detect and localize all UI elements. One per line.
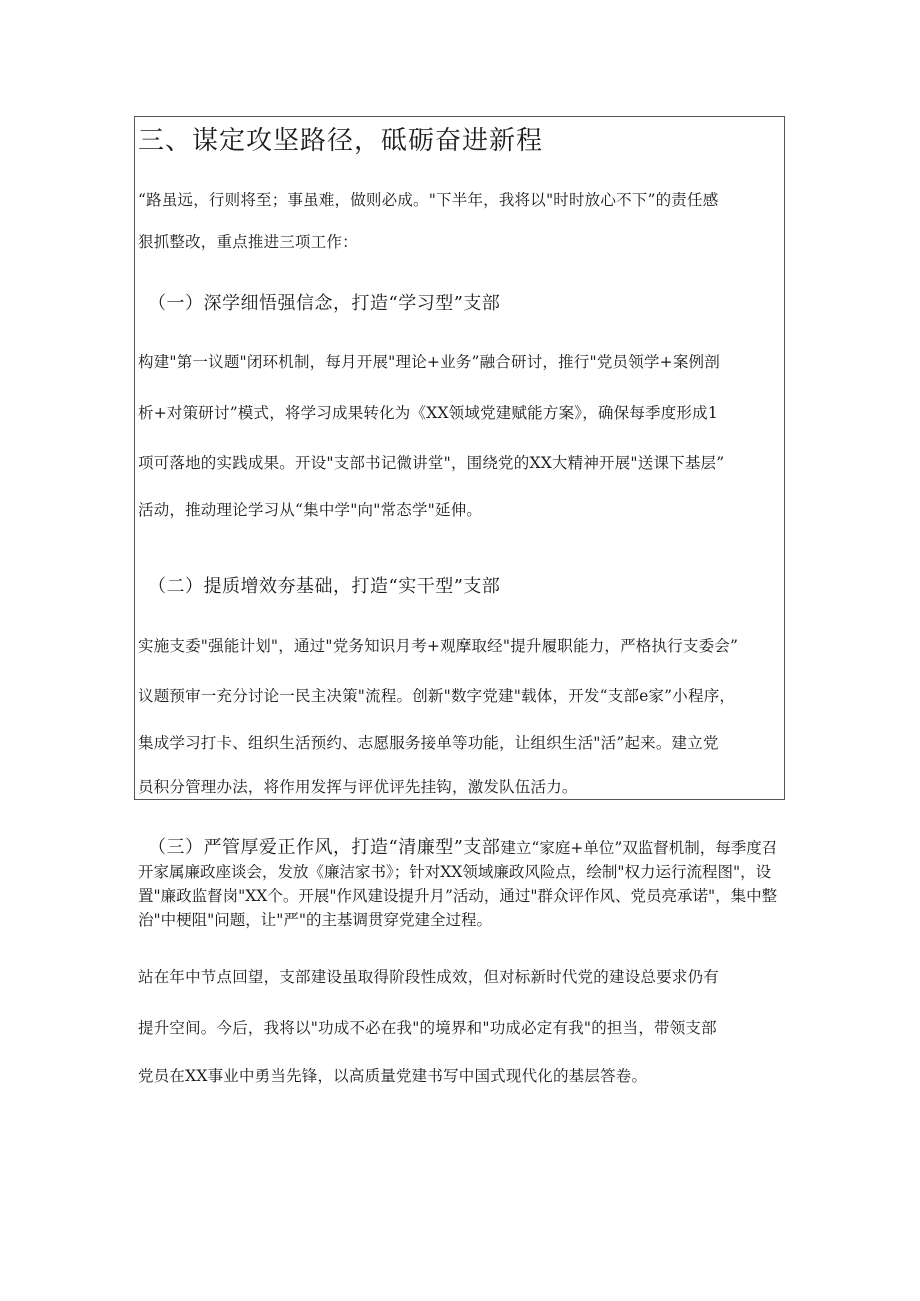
paragraph-line: 员积分管理办法，将作用发挥与评优评先挂钩，激发队伍活力。 <box>138 778 578 796</box>
paragraph-line: 项可落地的实践成果。开设"支部书记微讲堂"，围绕党的XX大精神开展"送课下基层” <box>138 454 725 472</box>
subsection-heading-3: （三）严管厚爱正作风，打造“清廉型”支部 <box>148 837 501 858</box>
intro-line: “路虽远，行则将至；事虽难，做则必成。"下半年，我将以"时时放心不下”的责任感 <box>138 191 719 209</box>
closing-line: 站在年中节点回望，支部建设虽取得阶段性成效，但对标新时代党的建设总要求仍有 <box>138 968 719 986</box>
subsection-heading-2: （二）提质增效夯基础，打造“实干型”支部 <box>148 576 501 597</box>
paragraph-line: 析+对策研讨”模式，将学习成果转化为《XX领域党建赋能方案》，确保每季度形成1 <box>138 404 718 422</box>
paragraph-line: 活动，推动理论学习从“集中学"向"常态学"延伸。 <box>138 501 483 519</box>
paragraph-line: 集成学习打卡、组织生活预约、志愿服务接单等功能，让组织生活"活”起来。建立党 <box>138 734 719 752</box>
paragraph-line: 构建"第一议题"闭环机制，每月开展"理论+业务”融合研讨，推行"党员领学+案例剖 <box>138 353 720 371</box>
closing-line: 党员在XX事业中勇当先锋，以高质量党建书写中国式现代化的基层答卷。 <box>138 1067 648 1085</box>
subsection-heading-1: （一）深学细悟强信念，打造“学习型”支部 <box>148 293 501 314</box>
paragraph-line: 议题预审一充分讨论一民主决策"流程。创新"数字党建"载体，开发“支部e家”小程序， <box>138 687 736 705</box>
section-three-text: 建立“家庭+单位”双监督机制，每季度召开家属廉政座谈会，发放《廉洁家书》；针对XX领域廉政风险点，绘制"权力运行流程图"，设置"廉政监督岗"XX个。开展"作风建设提升月”活动，通过"群众评作风、党员亮承诺"，集中整治"中梗阻"问题，让"严"的主基调贯穿党建全过程。 <box>138 839 778 929</box>
section-three <box>138 836 788 932</box>
paragraph-line: 实施支委"强能计划"，通过"党务知识月考+观摩取经"提升履职能力，严格执行支委会” <box>138 637 739 655</box>
intro-line: 狠抓整改，重点推进三项工作： <box>138 233 358 251</box>
section-title: 三、谋定攻坚路径，砥砺奋进新程 <box>138 126 544 156</box>
closing-line: 提升空间。今后，我将以"功成不必在我"的境界和"功成必定有我"的担当，带领支部 <box>138 1019 717 1037</box>
